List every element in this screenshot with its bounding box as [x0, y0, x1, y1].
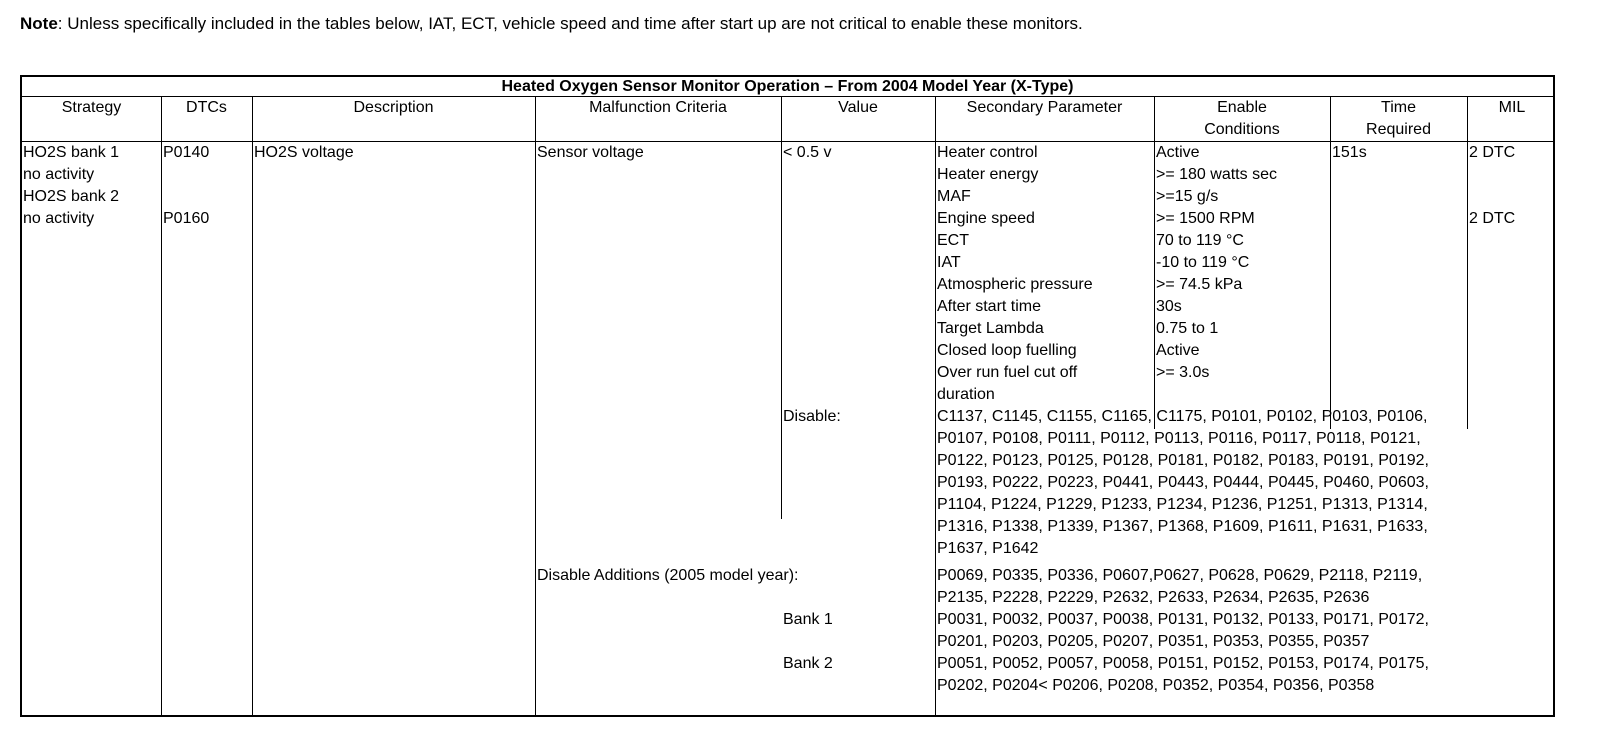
secondary-parameter: IAT — [937, 254, 961, 271]
column-divider — [535, 97, 536, 715]
column-divider — [1154, 97, 1155, 429]
enable-condition: >= 3.0s — [1156, 364, 1210, 381]
disable-additions-label: Disable Additions (2005 model year): — [537, 567, 799, 584]
bank1-list — [937, 609, 1429, 653]
secondary-parameter: ECT — [937, 232, 969, 249]
header-enable-line-1: Enable — [1217, 99, 1267, 116]
header-time — [1330, 97, 1467, 141]
dtc-list-line: P2135, P2228, P2229, P2632, P2633, P2634, P2635, P2636 — [937, 589, 1370, 606]
header-strategy: Strategy — [61, 99, 122, 116]
mil-cell: 2 DTC — [1469, 144, 1516, 161]
strategy-cell — [23, 142, 119, 230]
secondary-parameter: Heater control — [937, 144, 1038, 161]
enable-condition: >= 180 watts sec — [1156, 166, 1277, 183]
secondary-parameter: After start time — [937, 298, 1042, 315]
page-note — [20, 14, 1083, 34]
secondary-parameter: MAF — [937, 188, 971, 205]
secondary-parameter: Engine speed — [937, 210, 1035, 227]
disable-additions-list — [937, 565, 1422, 609]
secondary-parameter: duration — [937, 386, 995, 403]
table-title: Heated Oxygen Sensor Monitor Operation – From 2004 Model Year (X-Type) — [22, 77, 1553, 97]
dtc-list-line: P0201, P0203, P0205, P0207, P0351, P0353, P0355, P0357 — [937, 633, 1370, 650]
header-dtcs: DTCs — [186, 99, 227, 116]
column-divider — [935, 97, 936, 715]
secondary-parameter: Closed loop fuelling — [937, 342, 1077, 359]
header-malfunction: Malfunction Criteria — [589, 99, 727, 116]
value-cell: < 0.5 v — [783, 144, 832, 161]
strategy-line: no activity — [23, 210, 95, 227]
enable-condition: >=15 g/s — [1156, 188, 1219, 205]
dtc-cell: P0140 — [163, 144, 210, 161]
header-description: Description — [353, 99, 434, 116]
mil-cell: 2 DTC — [1469, 210, 1516, 227]
bank2-label: Bank 2 — [783, 655, 833, 672]
monitor-table — [20, 75, 1555, 717]
dtc-list-line: P1104, P1224, P1229, P1233, P1234, P1236, P1251, P1313, P1314, — [937, 496, 1428, 513]
dtc-list-line: P0031, P0032, P0037, P0038, P0131, P0132, P0133, P0171, P0172, — [937, 611, 1429, 628]
secondary-parameter: Atmospheric pressure — [937, 276, 1093, 293]
enable-condition: -10 to 119 °C — [1156, 254, 1250, 271]
malfunction-cell: Sensor voltage — [537, 144, 644, 161]
enable-condition: 30s — [1156, 298, 1182, 315]
column-divider — [781, 97, 782, 519]
strategy-line: HO2S bank 1 — [23, 144, 120, 161]
note-text: : Unless specifically included in the tables below, IAT, ECT, vehicle speed and time after start up are not critical to enable these monitors. — [57, 14, 1083, 33]
secondary-parameter: Heater energy — [937, 166, 1039, 183]
enable-condition: Active — [1156, 342, 1200, 359]
bank1-label: Bank 1 — [783, 611, 833, 628]
strategy-line: HO2S bank 2 — [23, 188, 120, 205]
dtc-cell: P0160 — [163, 210, 210, 227]
time-cell: 151s — [1332, 144, 1367, 161]
column-divider — [252, 97, 253, 715]
description-cell: HO2S voltage — [254, 144, 354, 161]
enable-condition: 70 to 119 °C — [1156, 232, 1244, 249]
enable-condition: >= 74.5 kPa — [1156, 276, 1243, 293]
dtc-list-line: P0193, P0222, P0223, P0441, P0443, P0444, P0445, P0460, P0603, — [937, 474, 1429, 491]
dtc-list-line: P0107, P0108, P0111, P0112, P0113, P0116, P0117, P0118, P0121, — [937, 430, 1421, 447]
dtc-list-line: P0069, P0335, P0336, P0607,P0627, P0628, P0629, P2118, P2119, — [937, 567, 1423, 584]
dtc-list-line: C1137, C1145, C1155, C1165, C1175, P0101, P0102, P0103, P0106, — [937, 408, 1428, 425]
secondary-parameter: Over run fuel cut off — [937, 364, 1078, 381]
column-divider — [161, 97, 162, 715]
note-label: Note — [20, 14, 58, 33]
column-divider — [1467, 97, 1468, 429]
bank2-list — [937, 653, 1429, 697]
dtc-list-line: P1637, P1642 — [937, 540, 1039, 557]
header-mil: MIL — [1498, 99, 1526, 116]
disable-label: Disable: — [783, 408, 841, 425]
header-time-line-2: Required — [1366, 121, 1431, 138]
header-enable-line-2: Conditions — [1204, 121, 1280, 138]
dtc-list-line: P0202, P0204< P0206, P0208, P0352, P0354, P0356, P0358 — [937, 677, 1375, 694]
dtc-list-line: P1316, P1338, P1339, P1367, P1368, P1609, P1611, P1631, P1633, — [937, 518, 1428, 535]
enable-condition: 0.75 to 1 — [1156, 320, 1219, 337]
header-time-line-1: Time — [1381, 99, 1416, 116]
disable-list — [937, 406, 1429, 560]
secondary-parameter: Target Lambda — [937, 320, 1044, 337]
column-divider — [1330, 97, 1331, 429]
secondary-parameters — [937, 142, 1093, 406]
dtc-list-line: P0122, P0123, P0125, P0128, P0181, P0182, P0183, P0191, P0192, — [937, 452, 1429, 469]
header-value: Value — [838, 99, 878, 116]
enable-condition: >= 1500 RPM — [1156, 210, 1255, 227]
header-enable — [1154, 97, 1330, 141]
dtc-list-line: P0051, P0052, P0057, P0058, P0151, P0152, P0153, P0174, P0175, — [937, 655, 1429, 672]
header-secondary: Secondary Parameter — [966, 99, 1123, 116]
enable-condition: Active — [1156, 144, 1200, 161]
strategy-line: no activity — [23, 166, 95, 183]
enable-conditions — [1156, 142, 1277, 384]
